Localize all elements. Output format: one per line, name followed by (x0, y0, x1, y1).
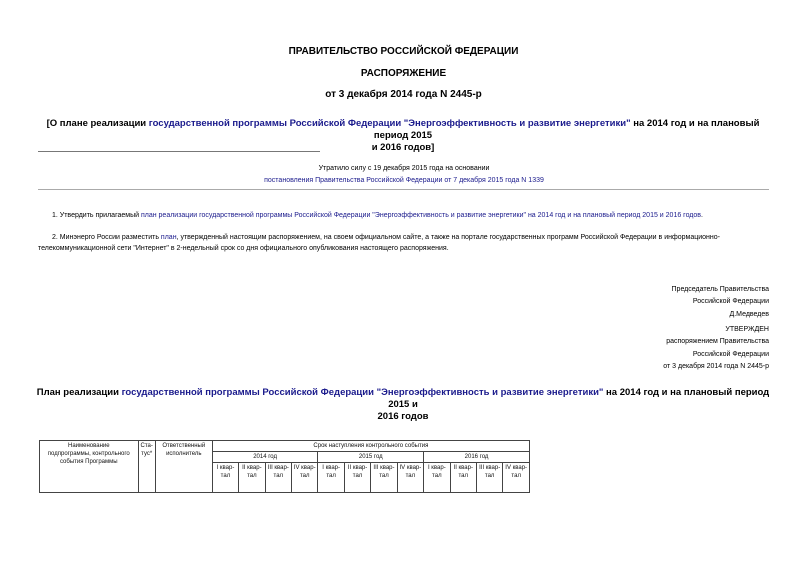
paragraph-2-prefix: 2. Минэнерго России разместить (52, 234, 161, 241)
table-header-quarter: III квар- тал (265, 463, 291, 493)
signature-line1: Председатель Правительства (671, 286, 769, 293)
table-header-quarter: II квар- тал (450, 463, 476, 493)
table-header-year-2016: 2016 год (424, 452, 530, 463)
title-rest: на 2014 год и на плановый период 2015 (373, 118, 760, 141)
table-header-quarter: III квар- тал (476, 463, 502, 493)
approval-block (663, 325, 769, 372)
approval-line2: распоряжением Правительства (666, 338, 769, 346)
plan-table (39, 440, 530, 493)
table-header-quarter: IV квар- тал (397, 463, 423, 493)
table-header-quarter: I квар- тал (212, 463, 238, 493)
table-header-year-2015: 2015 год (318, 452, 424, 463)
document-title (30, 118, 776, 154)
table-header-quarter: I квар- тал (424, 463, 450, 493)
table-header-status: Ста- тус* (138, 441, 155, 493)
signature-block (672, 285, 769, 319)
paragraph-1-suffix: . (701, 212, 703, 219)
signature-line2: Российской Федерации (692, 298, 769, 306)
signature-name: Д.Медведев (729, 310, 769, 318)
plan-title (30, 387, 776, 423)
approval-line1: УТВЕРЖДЕН (725, 326, 769, 333)
table-header-quarter: IV квар- тал (292, 463, 318, 493)
divider (38, 151, 320, 152)
table-header-quarter: II квар- тал (239, 463, 265, 493)
paragraph-1 (52, 211, 772, 220)
paragraph-1-prefix: 1. Утвердить прилагаемый (52, 212, 141, 219)
table-header-name: Наименование подпрограммы, контрольного события Программы (40, 441, 139, 493)
title-open: [О плане реализации (46, 118, 149, 129)
plan-title-line2: 2016 годов (377, 411, 429, 422)
table-header-year-2014: 2014 год (212, 452, 318, 463)
table-header-deadline: Срок наступления контрольного события (212, 441, 529, 452)
approval-line3: Российской Федерации (692, 350, 769, 358)
plan-title-prefix: План реализации (36, 387, 122, 398)
title-line2: и 2016 годов] (371, 142, 435, 153)
paragraph-2 (38, 233, 773, 254)
plan-title-rest: на 2014 год и на плановый период 2015 и (388, 387, 770, 410)
table-header-quarter: II квар- тал (344, 463, 370, 493)
table-header-quarter: IV квар- тал (503, 463, 530, 493)
divider (38, 189, 769, 190)
paragraph-2-line2: телекоммуникационной сети "Интернет" в 2-недельный срок со дня официального опубликования настоящего распоряжения. (38, 245, 449, 253)
plan-link[interactable]: план реализации государственной программы Российской Федерации "Энергоэффективность и развитие энергетики" на 2014 год и на плановый период 2015 и 2016 годов (140, 212, 702, 219)
table-header-responsible: Ответственный исполнитель (155, 441, 212, 493)
status-note (210, 164, 598, 186)
plan-title-program-link[interactable]: государственной программы Российской Федерации "Энергоэффективность и развитие энергетики" (121, 387, 604, 398)
plan-short-link[interactable]: план (160, 234, 177, 241)
table-header-quarter: I квар- тал (318, 463, 344, 493)
status-note-link[interactable]: постановления Правительства Российской Федерации от 7 декабря 2015 года N 1339 (264, 177, 544, 185)
paragraph-2-rest: , утвержденный настоящим распоряжением, на своем официальном сайте, а также на портале государственных программ Российской Федерации в информационно- (176, 234, 720, 241)
table-header-quarter: III квар- тал (371, 463, 397, 493)
status-note-line1: Утратило силу с 19 декабря 2015 года на основании (318, 165, 490, 172)
document-date-number: от 3 декабря 2014 года N 2445-р (325, 89, 482, 100)
government-heading: ПРАВИТЕЛЬСТВО РОССИЙСКОЙ ФЕДЕРАЦИИ (288, 46, 519, 57)
title-program-link[interactable]: государственной программы Российской Федерации "Энергоэффективность и развитие энергетики" (148, 118, 631, 129)
approval-line4: от 3 декабря 2014 года N 2445-р (663, 363, 769, 371)
document-type: РАСПОРЯЖЕНИЕ (360, 68, 447, 79)
